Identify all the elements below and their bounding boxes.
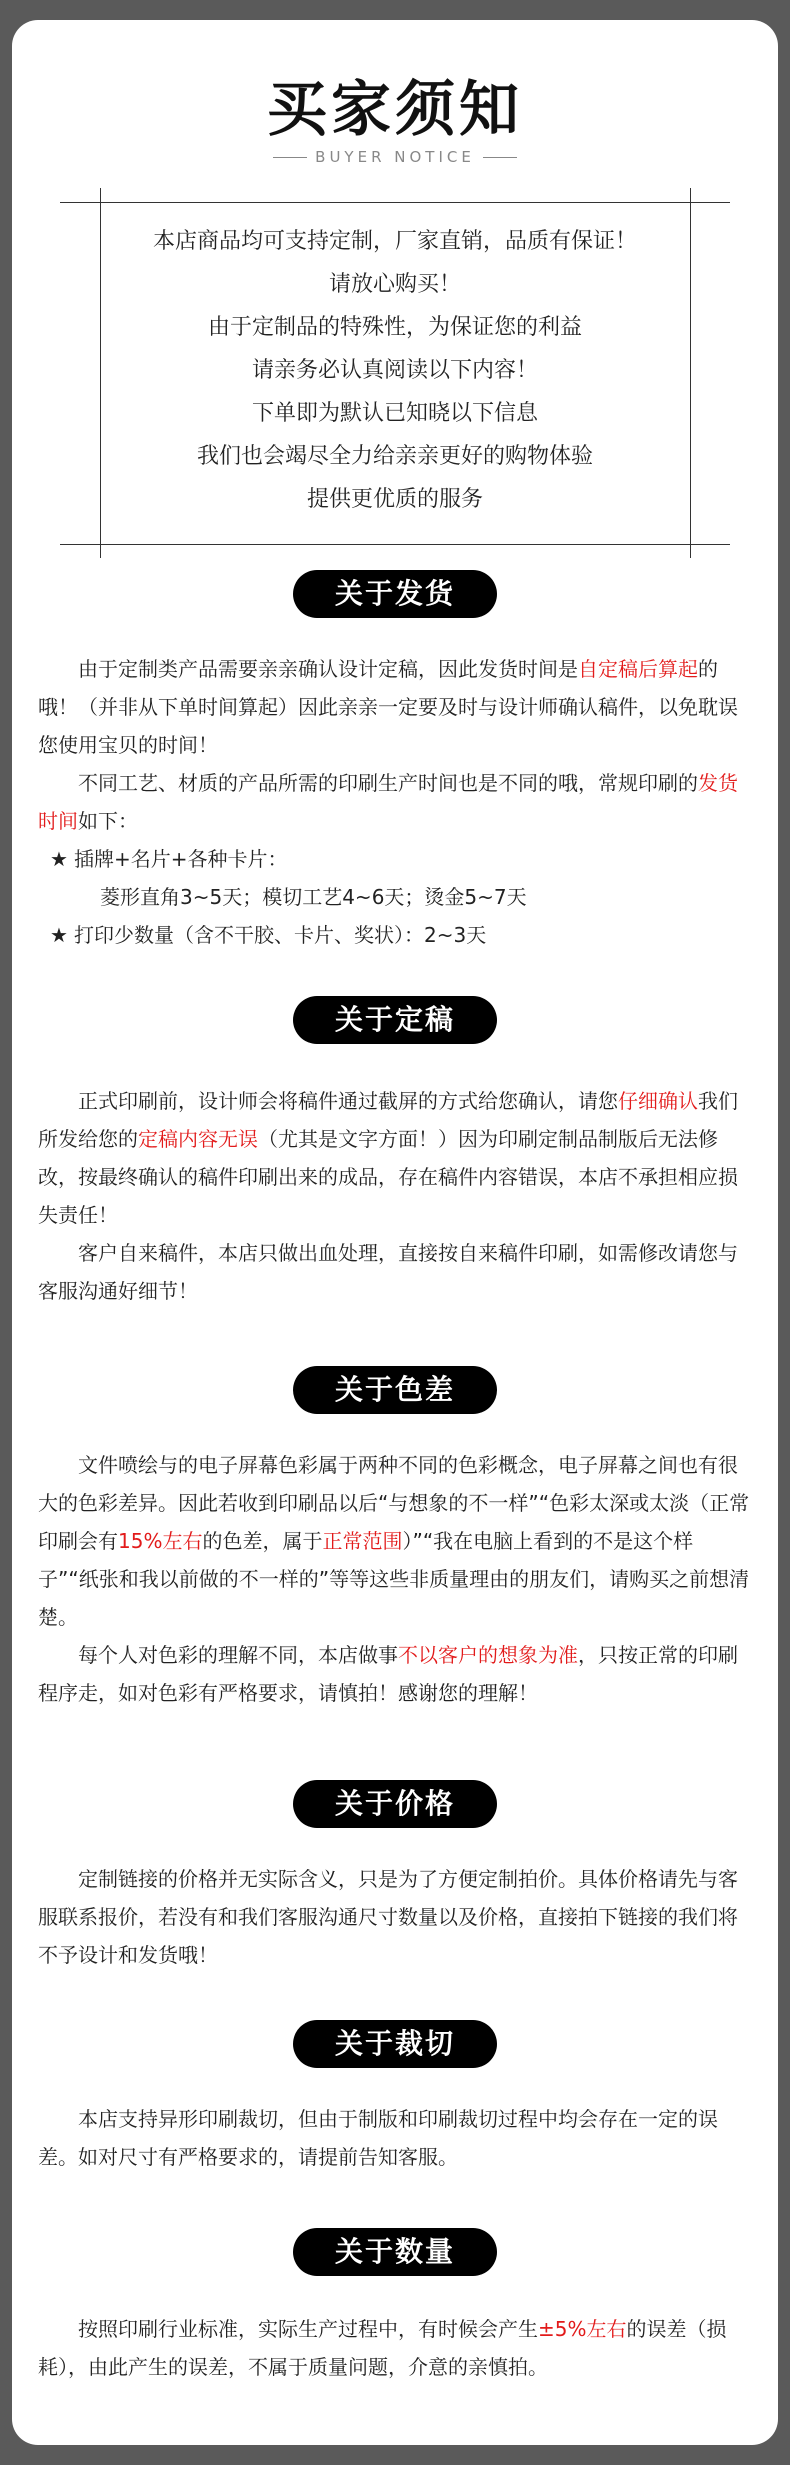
- highlight-text: ±5%左右: [538, 2317, 627, 2341]
- notice-top-rule: [60, 202, 730, 203]
- shipping-paragraph-1: [38, 650, 750, 764]
- text-span: ）”“我在电脑上看到的不是这个样子”“纸张和我以前做的不一样的”等等这些非质量理由的朋友们，请购买之前想清楚。: [38, 1529, 750, 1629]
- highlight-text: 正常范围: [322, 1529, 403, 1553]
- notice-lines: [12, 220, 778, 521]
- highlight-text: 不以客户的想象为准: [398, 1643, 578, 1667]
- proof-paragraph-1: [38, 1082, 750, 1234]
- section-proof-text: [38, 1082, 750, 1310]
- notice-line: 由于定制品的特殊性，为保证您的利益: [207, 315, 582, 340]
- cutting-paragraph-1: 本店支持异形印刷裁切，但由于制版和印刷裁切过程中均会存在一定的误差。如对尺寸有严格要求的，请提前告知客服。: [38, 2107, 718, 2169]
- highlight-text: 15%左右: [118, 1529, 203, 1553]
- highlight-text: 定稿内容无误: [138, 1127, 258, 1151]
- notice-line: 提供更优质的服务: [306, 487, 483, 512]
- text-span: 每个人对色彩的理解不同，本店做事: [78, 1643, 398, 1667]
- shipping-item-2: [38, 916, 750, 954]
- notice-line: 请亲务必认真阅读以下内容！: [251, 358, 538, 383]
- section-color-text: [38, 1446, 750, 1712]
- subtitle-row: [12, 148, 778, 166]
- section-cutting-text: [38, 2100, 750, 2176]
- notice-bottom-rule: [60, 544, 730, 545]
- notice-line: 请放心购买！: [328, 272, 461, 297]
- section-title-proof: 关于定稿: [293, 996, 497, 1044]
- text-span: 文件喷绘与的电子屏幕色彩属于两种不同的色彩概念，电子屏幕之间也有很大的色彩差异。因此若收到印刷品以后“与想象的不一样”“色彩太深或太淡（正常印刷会有: [38, 1453, 750, 1553]
- shipping-item-1: [38, 840, 750, 878]
- notice-line: 我们也会竭尽全力给亲亲更好的购物体验: [196, 444, 593, 469]
- text-span: 插牌+名片+各种卡片：: [74, 847, 288, 871]
- quantity-paragraph-1: [38, 2310, 750, 2386]
- notice-line: 下单即为默认已知晓以下信息: [251, 401, 538, 426]
- price-paragraph-1: 定制链接的价格并无实际含义，只是为了方便定制拍价。具体价格请先与客服联系报价，若没有和我们客服沟通尺寸数量以及价格，直接拍下链接的我们将不予设计和发货哦！: [38, 1867, 738, 1967]
- shipping-item-1-detail: 菱形直角3~5天；模切工艺4~6天；烫金5~7天: [100, 885, 527, 909]
- highlight-text: 自定稿后算起: [578, 657, 698, 681]
- color-paragraph-1: [38, 1446, 750, 1636]
- page-subtitle: BUYER NOTICE: [315, 148, 475, 166]
- text-span: 打印少数量（含不干胶、卡片、奖状）：2~3天: [74, 923, 487, 947]
- section-quantity-text: [38, 2310, 750, 2386]
- star-icon: ★: [50, 923, 68, 947]
- notice-box: [12, 188, 778, 558]
- star-icon: ★: [50, 847, 68, 871]
- subtitle-dash-left: [273, 157, 307, 158]
- section-title-color: 关于色差: [293, 1366, 497, 1414]
- section-price-text: [38, 1860, 750, 1974]
- section-title-price: 关于价格: [293, 1780, 497, 1828]
- proof-paragraph-2: 客户自来稿件，本店只做出血处理，直接按自来稿件印刷，如需修改请您与客服沟通好细节！: [38, 1241, 738, 1303]
- text-span: （尤其是文字方面！）因为印刷定制品制版后无法修改，按最终确认的稿件印刷出来的成品，存在稿件内容错误，本店不承担相应损失责任！: [38, 1127, 738, 1227]
- highlight-text: 仔细确认: [618, 1089, 698, 1113]
- text-span: 按照印刷行业标准，实际生产过程中，有时候会产生: [78, 2317, 538, 2341]
- section-shipping-text: [38, 650, 750, 954]
- text-span: 不同工艺、材质的产品所需的印刷生产时间也是不同的哦，常规印刷的: [78, 771, 698, 795]
- text-span: ，只按正常的印刷程序走，如对色彩有严格要求，请慎拍！感谢您的理解！: [38, 1643, 738, 1705]
- subtitle-dash-right: [483, 157, 517, 158]
- highlight-text: 发货时间: [38, 771, 738, 833]
- text-span: 如下：: [78, 809, 138, 833]
- notice-card: [12, 20, 778, 2445]
- text-span: 的误差（损耗），由此产生的误差，不属于质量问题，介意的亲慎拍。: [38, 2317, 727, 2379]
- text-span: 我们所发给您的: [38, 1089, 738, 1151]
- text-span: 由于定制类产品需要亲亲确认设计定稿，因此发货时间是: [78, 657, 578, 681]
- text-span: 的哦！（并非从下单时间算起）因此亲亲一定要及时与设计师确认稿件，以免耽误您使用宝贝的时间！: [38, 657, 738, 757]
- section-title-cutting: 关于裁切: [293, 2020, 497, 2068]
- section-title-shipping: 关于发货: [293, 570, 497, 618]
- color-paragraph-2: [38, 1636, 750, 1712]
- section-title-quantity: 关于数量: [293, 2228, 497, 2276]
- text-span: 的色差，属于: [202, 1529, 323, 1553]
- shipping-paragraph-2: [38, 764, 750, 840]
- notice-line: 本店商品均可支持定制，厂家直销，品质有保证！: [152, 229, 637, 254]
- text-span: 正式印刷前，设计师会将稿件通过截屏的方式给您确认，请您: [78, 1089, 618, 1113]
- page-title: 买家须知: [267, 75, 523, 145]
